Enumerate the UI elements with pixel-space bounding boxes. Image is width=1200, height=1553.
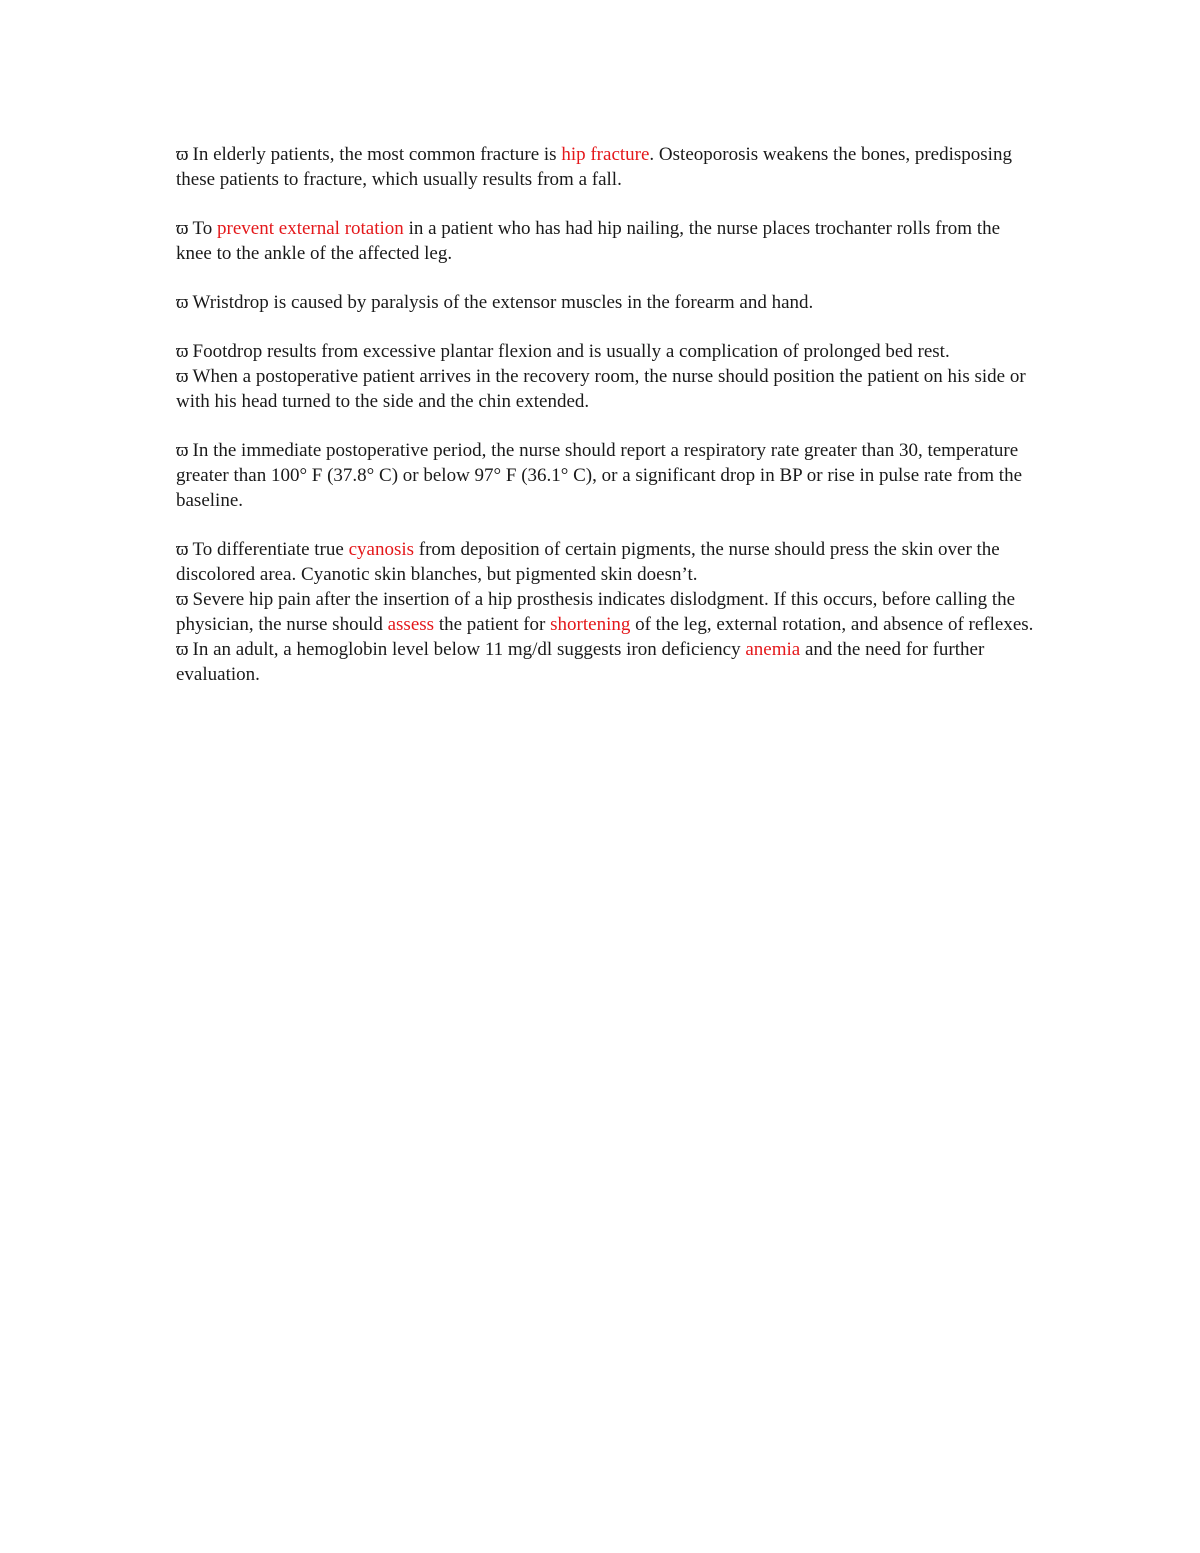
note-cyanosis xyxy=(176,537,1036,587)
note-text: In the immediate postoperative period, the nurse should report a respiratory rate greater than 30, temperature greater than 100° F (37.8° C) or below 97° F (36.1° C), or a significant drop in BP or rise in pulse rate from the baseline. xyxy=(176,440,1023,511)
highlighted-term: hip fracture xyxy=(561,144,650,165)
note-text: Severe hip pain after the insertion of a hip prosthesis indicates dislodgment. If this occurs, before calling the physician, the nurse should xyxy=(176,589,1016,635)
note-hip-fracture xyxy=(176,142,1036,192)
bullet-icon: ϖ xyxy=(176,366,189,387)
note-recovery-room xyxy=(176,364,1036,414)
note-text: from deposition of certain pigments, the nurse should press the skin over the discolored area. Cyanotic skin blanches, but pigmented skin doesn’t. xyxy=(176,539,1000,585)
note-hip-prosthesis xyxy=(176,587,1036,637)
note-text: In elderly patients, the most common fracture is xyxy=(192,144,562,165)
note-text: To xyxy=(192,218,218,239)
bullet-icon: ϖ xyxy=(176,639,189,660)
highlighted-term: prevent external rotation xyxy=(217,218,404,239)
note-wristdrop xyxy=(176,290,1036,315)
note-text: To differentiate true xyxy=(192,539,349,560)
bullet-icon: ϖ xyxy=(176,218,189,239)
note-text: in a patient who has had hip nailing, the nurse places trochanter rolls from the knee to the ankle of the affected leg. xyxy=(176,218,1001,264)
bullet-icon: ϖ xyxy=(176,440,189,461)
document-page xyxy=(176,142,1036,687)
note-text: In an adult, a hemoglobin level below 11 mg/dl suggests iron deficiency xyxy=(192,639,746,660)
note-text: the patient for xyxy=(434,614,551,635)
note-text: Wristdrop is caused by paralysis of the extensor muscles in the forearm and hand. xyxy=(192,292,814,313)
note-anemia xyxy=(176,637,1036,687)
note-text: of the leg, external rotation, and absence of reflexes. xyxy=(630,614,1034,635)
highlighted-term: assess xyxy=(387,614,435,635)
note-footdrop xyxy=(176,339,1036,364)
bullet-icon: ϖ xyxy=(176,341,189,362)
bullet-icon: ϖ xyxy=(176,144,189,165)
note-external-rotation xyxy=(176,216,1036,266)
note-text: Footdrop results from excessive plantar flexion and is usually a complication of prolonged bed rest. xyxy=(192,341,950,362)
highlighted-term: cyanosis xyxy=(348,539,415,560)
note-text: . Osteoporosis weakens the bones, predisposing these patients to fracture, which usually results from a fall. xyxy=(176,144,1012,190)
highlighted-term: shortening xyxy=(550,614,631,635)
note-text: and the need for further evaluation. xyxy=(176,639,985,685)
bullet-icon: ϖ xyxy=(176,539,189,560)
bullet-icon: ϖ xyxy=(176,292,189,313)
highlighted-term: anemia xyxy=(745,639,801,660)
note-postoperative-vitals xyxy=(176,438,1036,513)
bullet-icon: ϖ xyxy=(176,589,189,610)
note-text: When a postoperative patient arrives in the recovery room, the nurse should position the patient on his side or with his head turned to the side and the chin extended. xyxy=(176,366,1026,412)
